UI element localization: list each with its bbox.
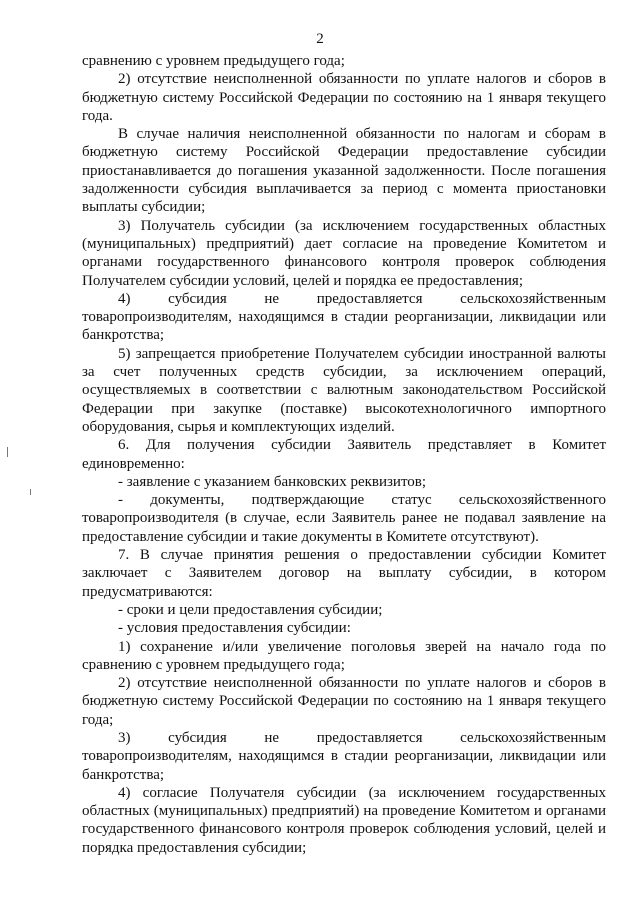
paragraph: 3) субсидия не предоставляется сельскохозяйственным товаропроизводителям, находящимся в стадии реорганизации, ликвидации или банкротства; xyxy=(82,729,606,783)
list-item: - условия предоставления субсидии: xyxy=(118,620,351,637)
paragraph: сравнению с уровнем предыдущего года; xyxy=(82,53,345,69)
paragraph: 7. В случае принятия решения о предоставлении субсидии Комитет заключает с Заявителем договор на выплату субсидии, в котором предусматриваются: xyxy=(82,547,606,600)
paragraph: 5) запрещается приобретение Получателем субсидии иностранной валюты за счет полученных средств субсидии, за исключением операций, осуществляемых в соответствии с валютным законодательством Российской Федерации при закупке (поставке) высокотехнологичного импортного оборудования, сырья и комплектующих изделий. xyxy=(82,345,606,435)
paragraph: 2) отсутствие неисполненной обязанности по уплате налогов и сборов в бюджетную систему Российской Федерации по состоянию на 1 января текущего года; xyxy=(82,675,606,728)
paragraph: 2) отсутствие неисполненной обязанности по уплате налогов и сборов в бюджетную систему Российской Федерации по состоянию на 1 января текущего года. xyxy=(82,71,606,124)
body-text xyxy=(82,52,606,857)
list-item: - заявление с указанием банковских реквизитов; xyxy=(118,473,427,490)
margin-mark xyxy=(30,489,31,495)
paragraph: 3) Получатель субсидии (за исключением государственных областных (муниципальных) предприятий) дает согласие на проведение Комитетом и органами государственного финансового контроля проверок соблюдения Получателем субсидии условий, целей и порядка ее предоставления; xyxy=(82,217,606,289)
paragraph: 6. Для получения субсидии Заявитель представляет в Комитет единовременно: xyxy=(82,437,606,472)
paragraph: 4) субсидия не предоставляется сельскохозяйственным товаропроизводителям, находящимся в стадии реорганизации, ликвидации или банкротства; xyxy=(82,290,606,344)
list-item: - документы, подтверждающие статус сельскохозяйственного товаропроизводителя (в случае, если Заявитель ранее не подавал заявление на предоставление субсидии и такие документы в Комитете отсутствуют). xyxy=(82,492,606,545)
paragraph: 1) сохранение и/или увеличение поголовья зверей на начало года по сравнению с уровнем предыдущего года; xyxy=(82,638,606,673)
page-number: 2 xyxy=(316,31,324,47)
list-item: - сроки и цели предоставления субсидии; xyxy=(118,601,383,618)
paragraph: В случае наличия неисполненной обязанности по налогам и сборам в бюджетную систему Российской Федерации предоставление субсидии приостанавливается до погашения указанной задолженности. После погашения задолженности субсидия выплачивается за период с момента приостановки выплаты субсидии; xyxy=(82,126,606,216)
paragraph: 4) согласие Получателя субсидии (за исключением государственных областных (муниципальных) предприятий) на проведение Комитетом и органами государственного финансового контроля проверок соблюдения условий, целей и порядка предоставления субсидии; xyxy=(82,784,606,856)
margin-mark xyxy=(7,447,8,457)
